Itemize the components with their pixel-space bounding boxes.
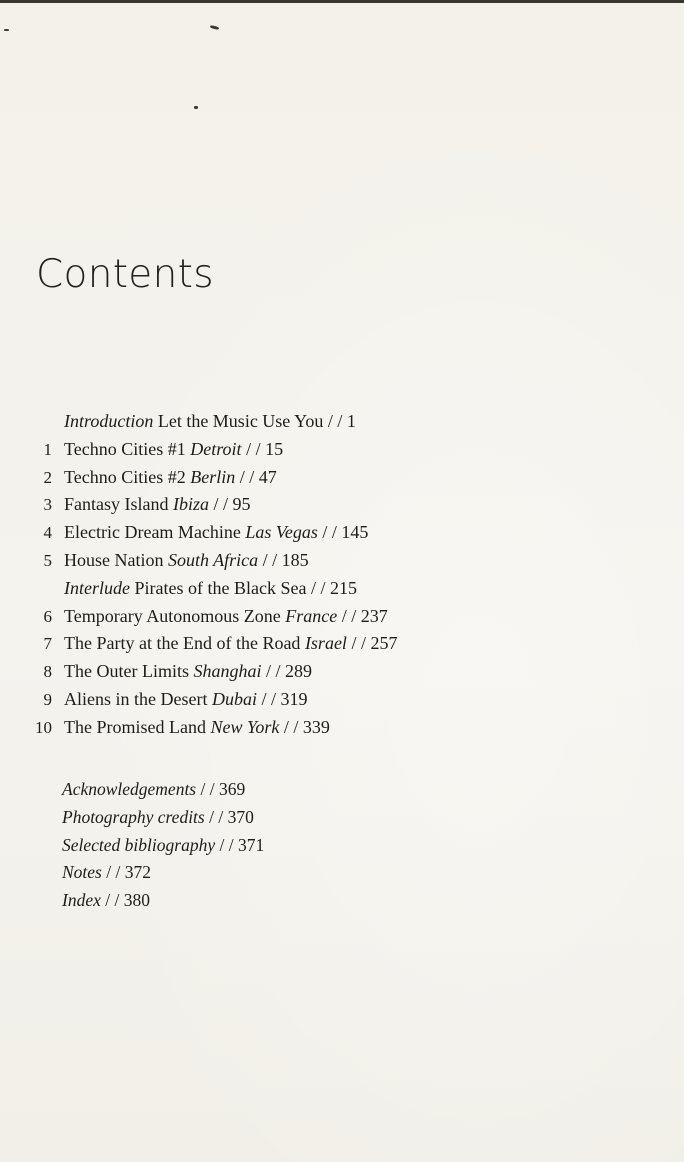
chapter-number: 10 — [35, 717, 52, 737]
chapter-list — [0, 408, 684, 742]
entry-title: Acknowledgements — [62, 779, 197, 799]
entry-prefix: Introduction — [64, 411, 154, 431]
paper-speck — [194, 106, 198, 109]
toc-entry — [0, 408, 684, 436]
toc-entry — [0, 464, 684, 492]
entry-page: / / 257 — [346, 633, 398, 654]
entry-text — [62, 887, 150, 915]
toc-entry — [0, 658, 684, 686]
toc-entry — [0, 519, 684, 547]
toc-entry — [0, 547, 684, 575]
chapter-number: 6 — [43, 606, 52, 626]
entry-title: Selected bibliography — [62, 834, 216, 855]
paper-speck — [210, 25, 219, 30]
back-matter-entry — [0, 859, 684, 887]
entry-place: New York — [210, 716, 280, 737]
entry-title: Fantasy Island — [64, 494, 173, 515]
contents-heading: Contents — [36, 252, 214, 297]
chapter-number: 2 — [43, 467, 52, 487]
entry-page: / / 380 — [100, 890, 150, 911]
back-matter-entry — [0, 776, 684, 804]
toc-entry — [0, 491, 684, 519]
toc-entry — [0, 603, 684, 631]
toc-entry — [0, 686, 684, 714]
entry-title: Aliens in the Desert — [64, 688, 212, 709]
entry-title: Techno Cities #2 — [64, 466, 191, 487]
entry-page: / / 371 — [215, 834, 265, 855]
chapter-number: 1 — [43, 439, 52, 459]
chapter-number: 9 — [43, 689, 52, 709]
entry-page: / / 370 — [204, 806, 254, 827]
entry-title: The Outer Limits — [64, 661, 194, 682]
chapter-number: 7 — [43, 634, 52, 654]
entry-title: Notes — [62, 862, 102, 883]
entry-title: Let the Music Use You — [153, 411, 324, 431]
chapter-number: 8 — [43, 662, 52, 682]
entry-text — [64, 547, 309, 575]
entry-text — [64, 686, 307, 714]
chapter-number: 5 — [43, 550, 52, 570]
entry-text — [64, 519, 368, 547]
toc-entry — [0, 630, 684, 658]
entry-page: / / 237 — [337, 605, 388, 626]
entry-place: Dubai — [211, 688, 257, 709]
chapter-number: 4 — [43, 523, 52, 543]
entry-title: Index — [62, 890, 101, 911]
entry-place: Berlin — [190, 466, 236, 487]
entry-text — [64, 408, 356, 436]
entry-title: Pirates of the Black Sea — [129, 577, 307, 598]
entry-page: / / 215 — [306, 577, 357, 598]
entry-text — [64, 436, 283, 464]
entry-page: / / 145 — [317, 522, 369, 543]
entry-place: France — [285, 605, 338, 626]
paper-speck — [4, 29, 9, 31]
entry-text — [64, 464, 277, 492]
entry-text — [62, 776, 245, 804]
entry-text — [64, 630, 397, 658]
entry-page: / / 289 — [261, 661, 313, 682]
entry-title: House Nation — [64, 549, 168, 570]
back-matter-entry — [0, 804, 684, 832]
entry-title: The Party at the End of the Road — [64, 633, 305, 654]
toc-entry — [0, 436, 684, 464]
entry-text — [62, 832, 264, 860]
entry-title: Temporary Autonomous Zone — [64, 605, 286, 626]
entry-page: / / 95 — [208, 494, 251, 515]
entry-text — [64, 575, 357, 603]
entry-title: Techno Cities #1 — [64, 438, 191, 459]
entry-place: Shanghai — [193, 661, 262, 682]
entry-page: / / 1 — [323, 411, 356, 431]
entry-text — [64, 603, 388, 631]
entry-page: / / 372 — [101, 862, 151, 883]
entry-page: / / 15 — [241, 438, 284, 459]
toc-entry — [0, 575, 684, 603]
entry-place: South Africa — [167, 549, 259, 570]
entry-page: / / 185 — [258, 549, 309, 570]
back-matter-entry — [0, 887, 684, 915]
entry-page: / / 319 — [256, 688, 308, 709]
chapter-number: 3 — [43, 495, 52, 515]
entry-page: / / 47 — [235, 466, 277, 487]
page-top-edge — [0, 0, 684, 3]
entry-text — [64, 491, 251, 519]
entry-title: Photography credits — [62, 806, 205, 827]
entry-page: / / 369 — [196, 779, 246, 799]
entry-place: Israel — [304, 633, 347, 654]
entry-place: Ibiza — [172, 494, 209, 515]
entry-place: Las Vegas — [245, 522, 318, 543]
entry-title: Electric Dream Machine — [64, 522, 246, 543]
back-matter-list — [0, 776, 684, 915]
toc-entry — [0, 714, 684, 742]
entry-place: Detroit — [190, 438, 242, 459]
entry-text — [64, 714, 330, 742]
entry-text — [62, 859, 151, 887]
entry-text — [64, 658, 312, 686]
entry-page: / / 339 — [279, 716, 330, 737]
entry-prefix: Interlude — [64, 577, 130, 598]
entry-text — [62, 804, 254, 832]
back-matter-entry — [0, 832, 684, 860]
entry-title: The Promised Land — [64, 716, 211, 737]
